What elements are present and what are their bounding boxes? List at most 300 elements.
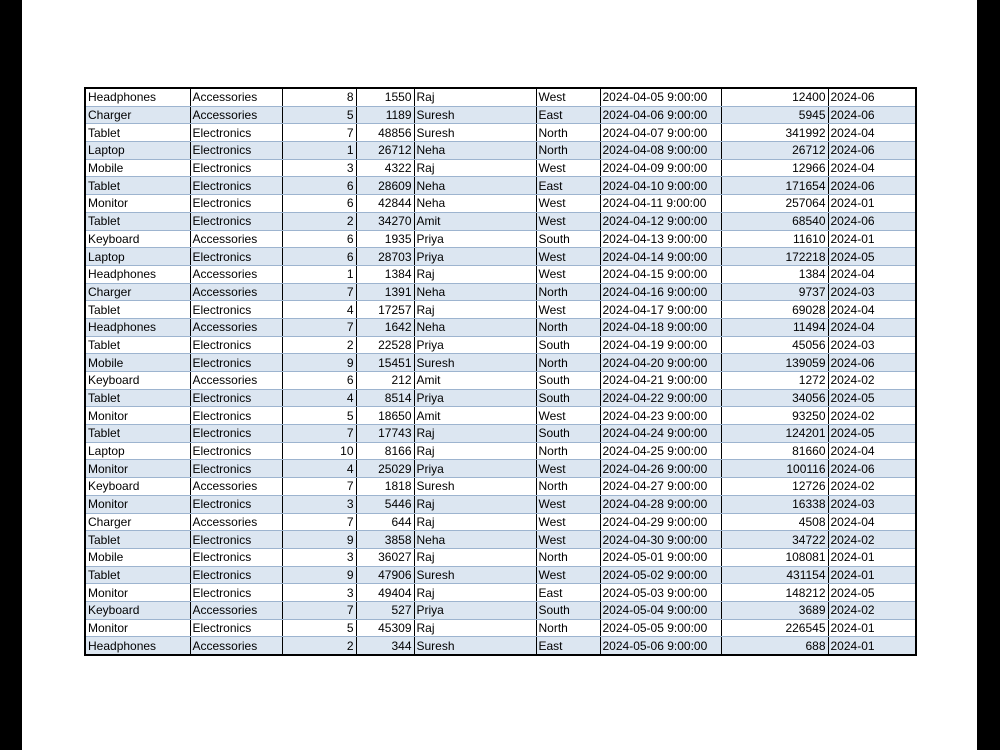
category-cell: Electronics (190, 124, 282, 142)
table-row (85, 531, 916, 549)
table-row (85, 495, 916, 513)
salesperson-cell: Neha (414, 318, 536, 336)
salesperson-cell: Amit (414, 372, 536, 390)
quantity-cell: 7 (282, 601, 356, 619)
date-cell: 2024-05-06 9:00:00 (600, 637, 721, 655)
date-cell: 2024-04-30 9:00:00 (600, 531, 721, 549)
date-cell: 2024-04-10 9:00:00 (600, 177, 721, 195)
quantity-cell: 10 (282, 442, 356, 460)
category-cell: Accessories (190, 283, 282, 301)
salesperson-cell: Suresh (414, 124, 536, 142)
unit-price-cell: 8514 (356, 389, 414, 407)
month-cell: 2024-01 (828, 637, 916, 655)
date-cell: 2024-04-21 9:00:00 (600, 372, 721, 390)
unit-price-cell: 47906 (356, 566, 414, 584)
total-cell: 3689 (721, 601, 828, 619)
month-cell: 2024-01 (828, 619, 916, 637)
salesperson-cell: Amit (414, 212, 536, 230)
date-cell: 2024-04-14 9:00:00 (600, 248, 721, 266)
product-cell: Charger (85, 106, 190, 124)
quantity-cell: 3 (282, 548, 356, 566)
category-cell: Accessories (190, 88, 282, 106)
date-cell: 2024-04-05 9:00:00 (600, 88, 721, 106)
total-cell: 1272 (721, 372, 828, 390)
total-cell: 431154 (721, 566, 828, 584)
table-row (85, 88, 916, 106)
date-cell: 2024-04-13 9:00:00 (600, 230, 721, 248)
date-cell: 2024-04-25 9:00:00 (600, 442, 721, 460)
month-cell: 2024-06 (828, 106, 916, 124)
salesperson-cell: Suresh (414, 106, 536, 124)
category-cell: Electronics (190, 425, 282, 443)
total-cell: 34722 (721, 531, 828, 549)
region-cell: East (536, 584, 600, 602)
total-cell: 108081 (721, 548, 828, 566)
date-cell: 2024-04-22 9:00:00 (600, 389, 721, 407)
region-cell: North (536, 548, 600, 566)
category-cell: Electronics (190, 495, 282, 513)
month-cell: 2024-01 (828, 230, 916, 248)
table-row (85, 248, 916, 266)
total-cell: 12400 (721, 88, 828, 106)
table-row (85, 637, 916, 655)
region-cell: West (536, 513, 600, 531)
region-cell: South (536, 601, 600, 619)
table-row (85, 442, 916, 460)
unit-price-cell: 42844 (356, 195, 414, 213)
total-cell: 45056 (721, 336, 828, 354)
quantity-cell: 7 (282, 318, 356, 336)
total-cell: 1384 (721, 265, 828, 283)
date-cell: 2024-05-02 9:00:00 (600, 566, 721, 584)
quantity-cell: 1 (282, 265, 356, 283)
table-row (85, 460, 916, 478)
total-cell: 226545 (721, 619, 828, 637)
region-cell: West (536, 195, 600, 213)
quantity-cell: 9 (282, 566, 356, 584)
total-cell: 257064 (721, 195, 828, 213)
month-cell: 2024-03 (828, 336, 916, 354)
date-cell: 2024-05-03 9:00:00 (600, 584, 721, 602)
table-row (85, 389, 916, 407)
category-cell: Electronics (190, 407, 282, 425)
total-cell: 171654 (721, 177, 828, 195)
unit-price-cell: 34270 (356, 212, 414, 230)
total-cell: 11610 (721, 230, 828, 248)
table-row (85, 301, 916, 319)
table-row (85, 354, 916, 372)
unit-price-cell: 344 (356, 637, 414, 655)
salesperson-cell: Raj (414, 301, 536, 319)
quantity-cell: 2 (282, 336, 356, 354)
category-cell: Accessories (190, 601, 282, 619)
category-cell: Accessories (190, 230, 282, 248)
category-cell: Accessories (190, 513, 282, 531)
month-cell: 2024-05 (828, 248, 916, 266)
product-cell: Tablet (85, 389, 190, 407)
region-cell: South (536, 230, 600, 248)
category-cell: Electronics (190, 336, 282, 354)
salesperson-cell: Priya (414, 248, 536, 266)
month-cell: 2024-02 (828, 372, 916, 390)
salesperson-cell: Priya (414, 230, 536, 248)
salesperson-cell: Suresh (414, 637, 536, 655)
product-cell: Monitor (85, 460, 190, 478)
quantity-cell: 9 (282, 354, 356, 372)
product-cell: Keyboard (85, 230, 190, 248)
table-row (85, 425, 916, 443)
quantity-cell: 8 (282, 88, 356, 106)
month-cell: 2024-06 (828, 460, 916, 478)
month-cell: 2024-06 (828, 354, 916, 372)
region-cell: North (536, 142, 600, 160)
date-cell: 2024-04-19 9:00:00 (600, 336, 721, 354)
month-cell: 2024-04 (828, 159, 916, 177)
region-cell: North (536, 354, 600, 372)
total-cell: 16338 (721, 495, 828, 513)
date-cell: 2024-04-29 9:00:00 (600, 513, 721, 531)
product-cell: Headphones (85, 637, 190, 655)
quantity-cell: 2 (282, 212, 356, 230)
table-row (85, 336, 916, 354)
quantity-cell: 1 (282, 142, 356, 160)
total-cell: 5945 (721, 106, 828, 124)
quantity-cell: 9 (282, 531, 356, 549)
total-cell: 11494 (721, 318, 828, 336)
date-cell: 2024-05-05 9:00:00 (600, 619, 721, 637)
salesperson-cell: Raj (414, 425, 536, 443)
total-cell: 688 (721, 637, 828, 655)
date-cell: 2024-04-11 9:00:00 (600, 195, 721, 213)
quantity-cell: 6 (282, 372, 356, 390)
unit-price-cell: 5446 (356, 495, 414, 513)
sales-table (84, 87, 917, 656)
quantity-cell: 4 (282, 460, 356, 478)
region-cell: West (536, 495, 600, 513)
salesperson-cell: Raj (414, 548, 536, 566)
quantity-cell: 6 (282, 248, 356, 266)
unit-price-cell: 1642 (356, 318, 414, 336)
table-row (85, 106, 916, 124)
table-row (85, 142, 916, 160)
date-cell: 2024-04-07 9:00:00 (600, 124, 721, 142)
month-cell: 2024-02 (828, 478, 916, 496)
date-cell: 2024-05-01 9:00:00 (600, 548, 721, 566)
total-cell: 69028 (721, 301, 828, 319)
region-cell: North (536, 283, 600, 301)
unit-price-cell: 25029 (356, 460, 414, 478)
table-row (85, 478, 916, 496)
month-cell: 2024-03 (828, 495, 916, 513)
unit-price-cell: 8166 (356, 442, 414, 460)
salesperson-cell: Raj (414, 265, 536, 283)
total-cell: 12726 (721, 478, 828, 496)
month-cell: 2024-04 (828, 265, 916, 283)
category-cell: Electronics (190, 195, 282, 213)
region-cell: North (536, 619, 600, 637)
region-cell: North (536, 442, 600, 460)
date-cell: 2024-04-09 9:00:00 (600, 159, 721, 177)
quantity-cell: 6 (282, 177, 356, 195)
category-cell: Electronics (190, 142, 282, 160)
product-cell: Keyboard (85, 372, 190, 390)
region-cell: West (536, 566, 600, 584)
unit-price-cell: 212 (356, 372, 414, 390)
salesperson-cell: Raj (414, 495, 536, 513)
category-cell: Accessories (190, 478, 282, 496)
date-cell: 2024-04-23 9:00:00 (600, 407, 721, 425)
table-row (85, 212, 916, 230)
product-cell: Tablet (85, 566, 190, 584)
quantity-cell: 7 (282, 124, 356, 142)
product-cell: Monitor (85, 195, 190, 213)
salesperson-cell: Neha (414, 142, 536, 160)
month-cell: 2024-06 (828, 177, 916, 195)
quantity-cell: 7 (282, 513, 356, 531)
month-cell: 2024-06 (828, 88, 916, 106)
product-cell: Headphones (85, 88, 190, 106)
quantity-cell: 5 (282, 106, 356, 124)
date-cell: 2024-04-15 9:00:00 (600, 265, 721, 283)
table-row (85, 265, 916, 283)
total-cell: 124201 (721, 425, 828, 443)
month-cell: 2024-04 (828, 513, 916, 531)
region-cell: West (536, 265, 600, 283)
quantity-cell: 4 (282, 389, 356, 407)
product-cell: Monitor (85, 619, 190, 637)
category-cell: Electronics (190, 566, 282, 584)
region-cell: East (536, 106, 600, 124)
product-cell: Tablet (85, 124, 190, 142)
total-cell: 341992 (721, 124, 828, 142)
table-row (85, 159, 916, 177)
unit-price-cell: 22528 (356, 336, 414, 354)
category-cell: Electronics (190, 301, 282, 319)
salesperson-cell: Suresh (414, 354, 536, 372)
product-cell: Tablet (85, 531, 190, 549)
region-cell: South (536, 389, 600, 407)
salesperson-cell: Neha (414, 177, 536, 195)
month-cell: 2024-01 (828, 195, 916, 213)
month-cell: 2024-04 (828, 124, 916, 142)
product-cell: Mobile (85, 354, 190, 372)
month-cell: 2024-04 (828, 318, 916, 336)
table-row (85, 177, 916, 195)
unit-price-cell: 45309 (356, 619, 414, 637)
total-cell: 12966 (721, 159, 828, 177)
total-cell: 34056 (721, 389, 828, 407)
month-cell: 2024-06 (828, 212, 916, 230)
table-row (85, 283, 916, 301)
date-cell: 2024-04-24 9:00:00 (600, 425, 721, 443)
date-cell: 2024-04-26 9:00:00 (600, 460, 721, 478)
region-cell: East (536, 177, 600, 195)
table-row (85, 601, 916, 619)
product-cell: Tablet (85, 425, 190, 443)
unit-price-cell: 644 (356, 513, 414, 531)
region-cell: West (536, 407, 600, 425)
category-cell: Electronics (190, 442, 282, 460)
unit-price-cell: 17257 (356, 301, 414, 319)
table-row (85, 124, 916, 142)
date-cell: 2024-04-06 9:00:00 (600, 106, 721, 124)
total-cell: 26712 (721, 142, 828, 160)
product-cell: Tablet (85, 336, 190, 354)
category-cell: Electronics (190, 159, 282, 177)
quantity-cell: 7 (282, 478, 356, 496)
unit-price-cell: 527 (356, 601, 414, 619)
month-cell: 2024-02 (828, 407, 916, 425)
table-body (85, 88, 916, 655)
product-cell: Keyboard (85, 601, 190, 619)
product-cell: Monitor (85, 584, 190, 602)
total-cell: 93250 (721, 407, 828, 425)
category-cell: Electronics (190, 531, 282, 549)
month-cell: 2024-05 (828, 425, 916, 443)
product-cell: Headphones (85, 318, 190, 336)
unit-price-cell: 17743 (356, 425, 414, 443)
month-cell: 2024-04 (828, 442, 916, 460)
region-cell: South (536, 425, 600, 443)
region-cell: South (536, 372, 600, 390)
unit-price-cell: 1818 (356, 478, 414, 496)
quantity-cell: 6 (282, 195, 356, 213)
table-row (85, 584, 916, 602)
table-row (85, 318, 916, 336)
unit-price-cell: 1189 (356, 106, 414, 124)
salesperson-cell: Neha (414, 531, 536, 549)
unit-price-cell: 49404 (356, 584, 414, 602)
region-cell: North (536, 124, 600, 142)
quantity-cell: 5 (282, 619, 356, 637)
unit-price-cell: 28609 (356, 177, 414, 195)
salesperson-cell: Priya (414, 460, 536, 478)
unit-price-cell: 28703 (356, 248, 414, 266)
unit-price-cell: 48856 (356, 124, 414, 142)
table-row (85, 372, 916, 390)
salesperson-cell: Raj (414, 513, 536, 531)
total-cell: 81660 (721, 442, 828, 460)
quantity-cell: 3 (282, 159, 356, 177)
region-cell: West (536, 248, 600, 266)
date-cell: 2024-04-16 9:00:00 (600, 283, 721, 301)
product-cell: Mobile (85, 159, 190, 177)
quantity-cell: 3 (282, 584, 356, 602)
category-cell: Accessories (190, 106, 282, 124)
region-cell: West (536, 212, 600, 230)
month-cell: 2024-05 (828, 584, 916, 602)
month-cell: 2024-01 (828, 548, 916, 566)
date-cell: 2024-04-18 9:00:00 (600, 318, 721, 336)
product-cell: Keyboard (85, 478, 190, 496)
unit-price-cell: 26712 (356, 142, 414, 160)
quantity-cell: 6 (282, 230, 356, 248)
region-cell: West (536, 301, 600, 319)
table-row (85, 407, 916, 425)
unit-price-cell: 15451 (356, 354, 414, 372)
salesperson-cell: Amit (414, 407, 536, 425)
region-cell: South (536, 336, 600, 354)
unit-price-cell: 18650 (356, 407, 414, 425)
month-cell: 2024-06 (828, 142, 916, 160)
region-cell: East (536, 637, 600, 655)
salesperson-cell: Raj (414, 442, 536, 460)
date-cell: 2024-04-20 9:00:00 (600, 354, 721, 372)
category-cell: Electronics (190, 619, 282, 637)
unit-price-cell: 1935 (356, 230, 414, 248)
date-cell: 2024-04-08 9:00:00 (600, 142, 721, 160)
month-cell: 2024-05 (828, 389, 916, 407)
date-cell: 2024-05-04 9:00:00 (600, 601, 721, 619)
salesperson-cell: Priya (414, 389, 536, 407)
salesperson-cell: Suresh (414, 566, 536, 584)
unit-price-cell: 36027 (356, 548, 414, 566)
product-cell: Monitor (85, 495, 190, 513)
salesperson-cell: Raj (414, 159, 536, 177)
product-cell: Tablet (85, 212, 190, 230)
month-cell: 2024-04 (828, 301, 916, 319)
quantity-cell: 2 (282, 637, 356, 655)
unit-price-cell: 1550 (356, 88, 414, 106)
month-cell: 2024-02 (828, 601, 916, 619)
total-cell: 148212 (721, 584, 828, 602)
salesperson-cell: Suresh (414, 478, 536, 496)
category-cell: Accessories (190, 318, 282, 336)
category-cell: Accessories (190, 372, 282, 390)
date-cell: 2024-04-27 9:00:00 (600, 478, 721, 496)
table-row (85, 548, 916, 566)
product-cell: Laptop (85, 442, 190, 460)
month-cell: 2024-03 (828, 283, 916, 301)
category-cell: Electronics (190, 389, 282, 407)
total-cell: 9737 (721, 283, 828, 301)
region-cell: West (536, 460, 600, 478)
category-cell: Electronics (190, 460, 282, 478)
table-row (85, 619, 916, 637)
product-cell: Charger (85, 283, 190, 301)
salesperson-cell: Neha (414, 195, 536, 213)
category-cell: Electronics (190, 212, 282, 230)
product-cell: Tablet (85, 177, 190, 195)
total-cell: 4508 (721, 513, 828, 531)
salesperson-cell: Raj (414, 619, 536, 637)
region-cell: North (536, 318, 600, 336)
month-cell: 2024-02 (828, 531, 916, 549)
total-cell: 139059 (721, 354, 828, 372)
product-cell: Mobile (85, 548, 190, 566)
salesperson-cell: Priya (414, 601, 536, 619)
product-cell: Headphones (85, 265, 190, 283)
category-cell: Accessories (190, 265, 282, 283)
salesperson-cell: Raj (414, 584, 536, 602)
category-cell: Electronics (190, 354, 282, 372)
quantity-cell: 5 (282, 407, 356, 425)
category-cell: Electronics (190, 177, 282, 195)
product-cell: Tablet (85, 301, 190, 319)
unit-price-cell: 1391 (356, 283, 414, 301)
unit-price-cell: 3858 (356, 531, 414, 549)
region-cell: West (536, 88, 600, 106)
month-cell: 2024-01 (828, 566, 916, 584)
product-cell: Laptop (85, 142, 190, 160)
total-cell: 68540 (721, 212, 828, 230)
table-row (85, 513, 916, 531)
total-cell: 172218 (721, 248, 828, 266)
product-cell: Monitor (85, 407, 190, 425)
table-row (85, 195, 916, 213)
table-row (85, 566, 916, 584)
region-cell: West (536, 159, 600, 177)
